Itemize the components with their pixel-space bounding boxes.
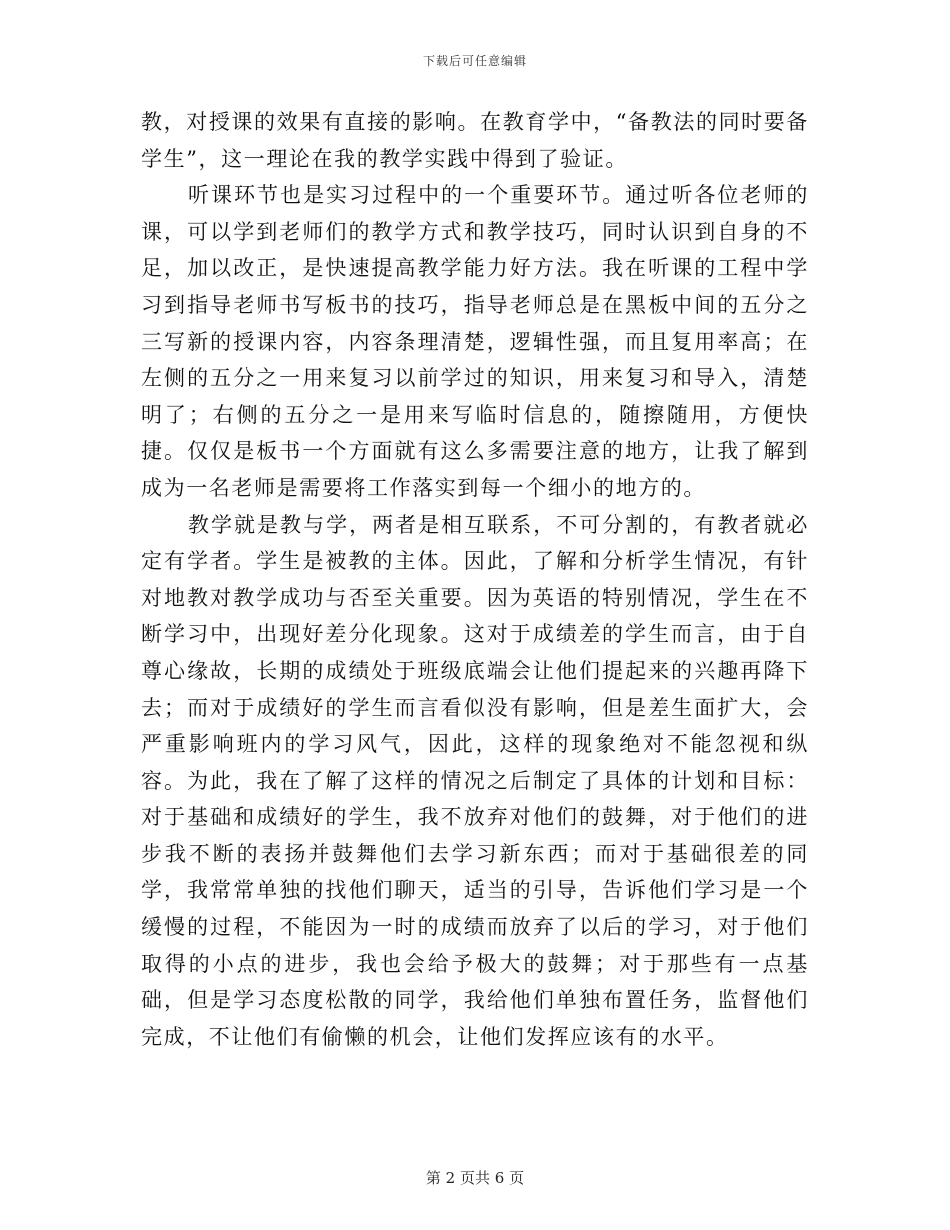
- paragraph-2: 听课环节也是实习过程中的一个重要环节。通过听各位老师的课，可以学到老师们的教学方式和教学技巧，同时认识到自身的不足，加以改正，是快速提高教学能力好方法。我在听课的工程中学习到指导老师书写板书的技巧，指导老师总是在黑板中间的五分之三写新的授课内容，内容条理清楚，逻辑性强，而且复用率高；在左侧的五分之一用来复习以前学过的知识，用来复习和导入，清楚明了；右侧的五分之一是用来写临时信息的，随擦随用，方便快捷。仅仅是板书一个方面就有这么多需要注意的地方，让我了解到成为一名老师是需要将工作落实到每一个细小的地方的。: [141, 183, 809, 500]
- page-header: 下载后可任意编辑: [422, 54, 527, 68]
- page-number: 第 2 页共 6 页: [425, 1169, 525, 1187]
- paragraph-3: 教学就是教与学，两者是相互联系，不可分割的，有教者就必定有学者。学生是被教的主体。因此，了解和分析学生情况，有针对地教对教学成功与否至关重要。因为英语的特别情况，学生在不断学习中，出现好差分化现象。这对于成绩差的学生而言，由于自尊心缘故，长期的成绩处于班级底端会让他们提起来的兴趣再降下去；而对于成绩好的学生而言看似没有影响，但是差生面扩大，会严重影响班内的学习风气，因此，这样的现象绝对不能忽视和纵容。为此，我在了解了这样的情况之后制定了具体的计划和目标：对于基础和成绩好的学生，我不放弃对他们的鼓舞，对于他们的进步我不断的表扬并鼓舞他们去学习新东西；而对于基础很差的同学，我常常单独的找他们聊天，适当的引导，告诉他们学习是一个缓慢的过程，不能因为一时的成绩而放弃了以后的学习，对于他们取得的小点的进步，我也会给予极大的鼓舞；对于那些有一点基础，但是学习态度松散的同学，我给他们单独布置任务，监督他们完成，不让他们有偷懒的机会，让他们发挥应该有的水平。: [141, 512, 809, 1049]
- paragraph-1: 教，对授课的效果有直接的影响。在教育学中，“备教法的同时要备学生”，这一理论在我的教学实践中得到了验证。: [141, 110, 809, 171]
- document-body: [141, 104, 809, 1055]
